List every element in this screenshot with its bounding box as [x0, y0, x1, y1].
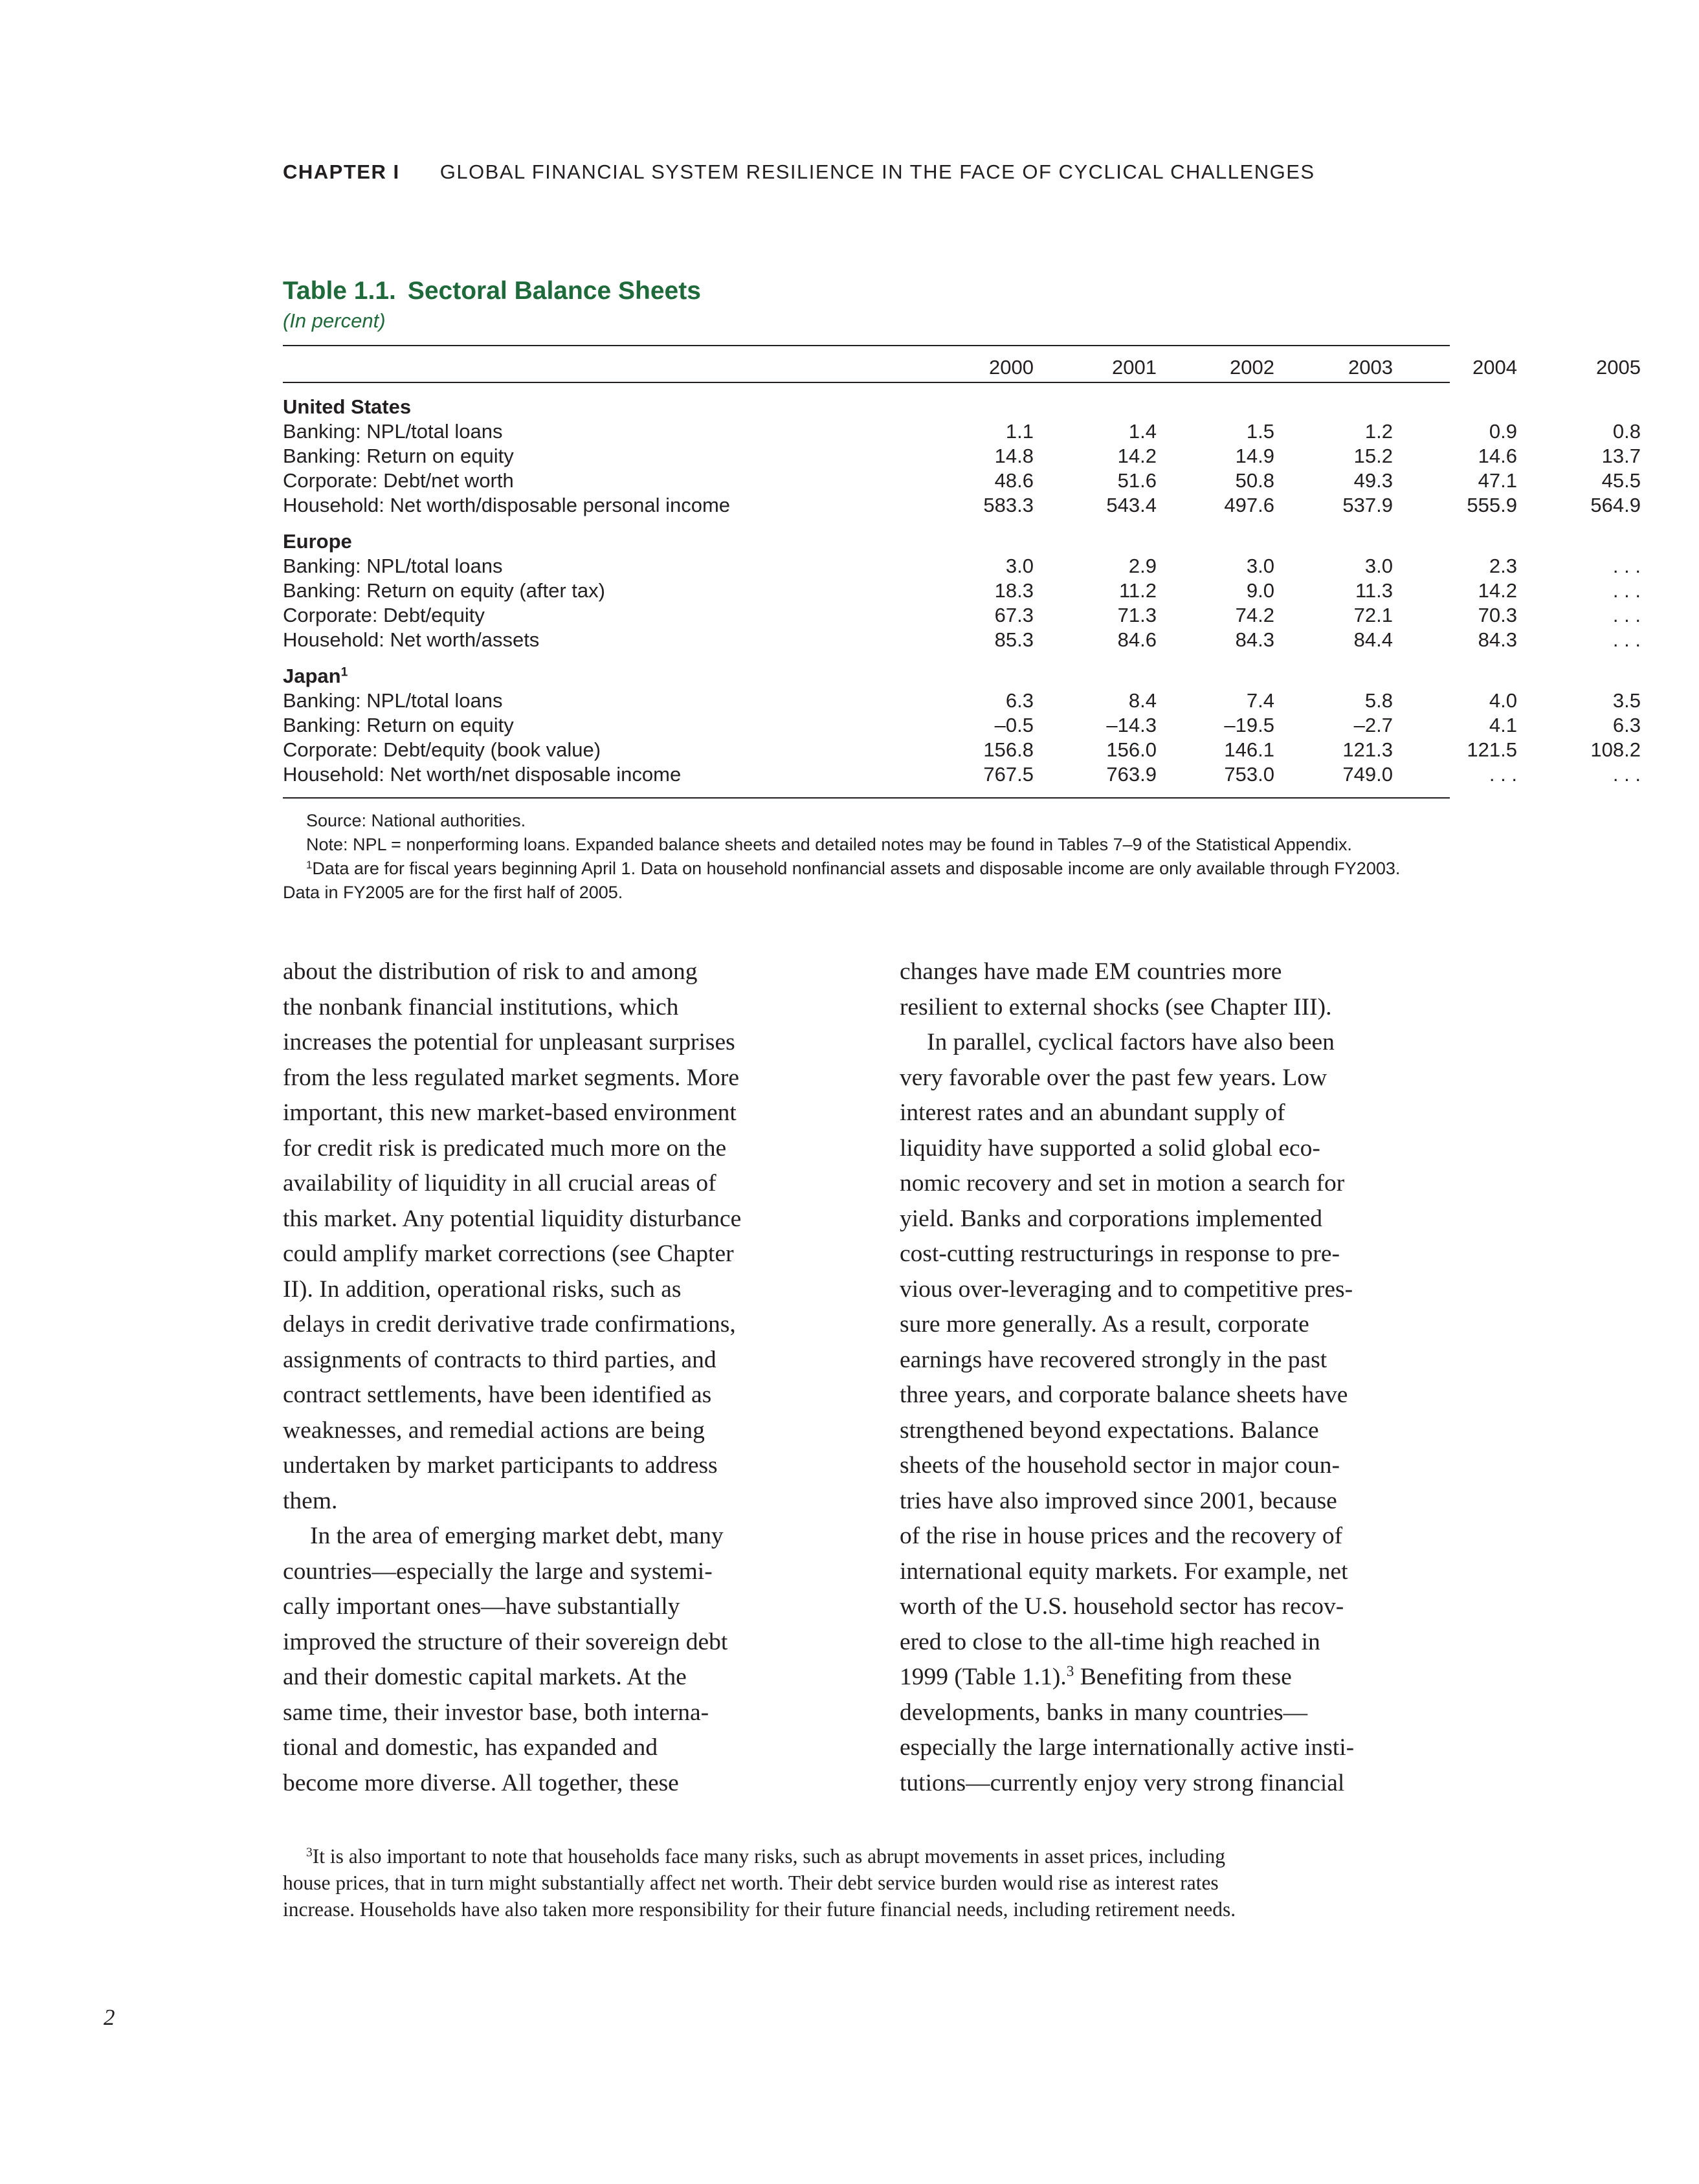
table-cell: 156.8: [983, 738, 1034, 761]
text-line: developments, banks in many countries—: [900, 1699, 1308, 1726]
text-line: delays in credit derivative trade confirmations,: [283, 1311, 736, 1338]
table-cell: –0.5: [994, 714, 1034, 736]
table-cell: 767.5: [983, 763, 1034, 786]
section-name: Europe: [283, 530, 352, 553]
table-subtitle: (In percent): [283, 309, 386, 332]
text-line: changes have made EM countries more: [900, 958, 1282, 985]
table-cell: 146.1: [1224, 738, 1274, 761]
footnote-mark: 3: [306, 1846, 313, 1860]
text-line: interest rates and an abundant supply of: [900, 1099, 1285, 1126]
table-cell: 156.0: [1106, 738, 1157, 761]
table-cell: 14.9: [1235, 445, 1274, 467]
text-line: assignments of contracts to third parties, and: [283, 1346, 716, 1373]
text-line: could amplify market corrections (see Chapter: [283, 1241, 734, 1267]
row-label: Banking: NPL/total loans: [283, 555, 503, 577]
text-line: resilient to external shocks (see Chapter III).: [900, 993, 1332, 1020]
text-line: vious over-leveraging and to competitive pres-: [900, 1275, 1353, 1303]
running-header: [283, 160, 1315, 184]
table-cell: 85.3: [994, 628, 1034, 651]
table-cell: 48.6: [994, 469, 1034, 492]
chapter-label: CHAPTER I: [283, 160, 400, 183]
table-cell: 14.8: [994, 445, 1034, 467]
text-line: tries have also improved since 2001, because: [900, 1487, 1337, 1514]
text-line: international equity markets. For example, net: [900, 1558, 1348, 1585]
row-label: Banking: Return on equity: [283, 714, 514, 736]
text-line: cally important ones—have substantially: [283, 1593, 680, 1620]
footnote-line: increase. Households have also taken more responsibility for their future financial needs, including retirement needs.: [283, 1898, 1236, 1921]
table-row: [283, 603, 1641, 628]
table-cell: 6.3: [1612, 714, 1641, 736]
text-line: very favorable over the past few years. Low: [900, 1064, 1327, 1091]
text-line: II). In addition, operational risks, such as: [283, 1275, 682, 1303]
sectoral-balance-table: [283, 349, 1641, 787]
text-line: from the less regulated market segments. More: [283, 1064, 739, 1091]
table-cell: 15.2: [1353, 445, 1393, 467]
table-cell: 45.5: [1601, 469, 1641, 492]
row-label: Corporate: Debt/equity (book value): [283, 738, 601, 761]
text-line: worth of the U.S. household sector has recov-: [900, 1593, 1344, 1620]
text-line: the nonbank financial institutions, which: [283, 993, 679, 1020]
table-number: Table 1.1.: [283, 277, 396, 305]
table-cell: 47.1: [1478, 469, 1517, 492]
table-cell: 50.8: [1235, 469, 1274, 492]
body-column-right: [900, 954, 1354, 1801]
table-cell: 4.1: [1489, 714, 1517, 736]
row-label: Banking: Return on equity: [283, 445, 514, 467]
text-line: sure more generally. As a result, corporate: [900, 1311, 1309, 1338]
table-cell: –14.3: [1106, 714, 1157, 736]
table-row: [283, 419, 1641, 444]
table-cell: . . .: [1612, 628, 1641, 651]
text-line: yield. Banks and corporations implemented: [900, 1205, 1322, 1232]
text-line: In the area of emerging market debt, many: [310, 1523, 724, 1549]
table-notes: [283, 809, 1461, 905]
table-cell: 753.0: [1224, 763, 1274, 786]
row-label: Household: Net worth/disposable personal income: [283, 494, 731, 516]
table-cell: 11.3: [1355, 579, 1393, 602]
table-cell: . . .: [1612, 763, 1641, 786]
table-cell: 4.0: [1489, 689, 1517, 712]
table-title-text: Sectoral Balance Sheets: [407, 277, 701, 305]
table-cell: 2.3: [1489, 555, 1517, 577]
table-cell: 72.1: [1353, 604, 1393, 626]
table-footnote: $^1$Data are for fiscal years beginning April 1. Data on household nonfinancial assets and disposable income are only available through FY2003.: [306, 858, 1401, 878]
text-line: same time, their investor base, both interna-: [283, 1699, 709, 1726]
table-cell: 564.9: [1590, 494, 1641, 516]
table-cell: 3.5: [1612, 689, 1641, 712]
text-line: increases the potential for unpleasant surprises: [283, 1029, 735, 1055]
table-row: [283, 628, 1641, 652]
paragraph: [900, 1025, 1354, 1801]
text-line: liquidity have supported a solid global eco-: [900, 1134, 1320, 1162]
table-cell: 70.3: [1478, 604, 1517, 626]
text-line: In parallel, cyclical factors have also been: [927, 1029, 1335, 1055]
text-line: and their domestic capital markets. At the: [283, 1664, 687, 1690]
table-cell: 84.4: [1353, 628, 1393, 651]
table-row: [283, 579, 1641, 603]
table-cell: 583.3: [983, 494, 1034, 516]
table-cell: 74.2: [1235, 604, 1274, 626]
table-cell: 497.6: [1224, 494, 1274, 516]
row-label: Corporate: Debt/equity: [283, 604, 485, 626]
table-cell: 18.3: [994, 579, 1034, 602]
table-cell: 2.9: [1128, 555, 1157, 577]
table-cell: 0.8: [1612, 420, 1641, 443]
table-cell: 3.0: [1246, 555, 1274, 577]
table-bottom-rule: [283, 797, 1450, 799]
table-row: [283, 469, 1641, 493]
row-label: Household: Net worth/net disposable income: [283, 763, 682, 786]
text-line: undertaken by market participants to address: [283, 1452, 718, 1479]
paragraph: [283, 954, 741, 1519]
section-header: [283, 395, 1450, 419]
table-cell: 108.2: [1590, 738, 1641, 761]
table-cell: 14.6: [1478, 445, 1517, 467]
text-line: nomic recovery and set in motion a search for: [900, 1170, 1345, 1197]
row-label: Banking: Return on equity (after tax): [283, 579, 605, 602]
body-column-left: [283, 954, 741, 1801]
text-line: strengthened beyond expectations. Balance: [900, 1417, 1319, 1444]
text-line: them.: [283, 1487, 338, 1514]
footnote-mark: 1: [340, 665, 348, 679]
paragraph: [283, 1519, 741, 1801]
table-cell: 1.5: [1246, 420, 1274, 443]
text-line: three years, and corporate balance sheets have: [900, 1382, 1348, 1408]
text-line: ered to close to the all-time high reached in: [900, 1628, 1320, 1655]
table-cell: 0.9: [1489, 420, 1517, 443]
table-cell: 49.3: [1353, 469, 1393, 492]
table-row: [283, 554, 1641, 579]
table-row: [283, 444, 1641, 469]
table-cell: . . .: [1612, 579, 1641, 602]
text-line: cost-cutting restructurings in response to pre-: [900, 1241, 1340, 1267]
table-cell: 3.0: [1364, 555, 1393, 577]
table-cell: 543.4: [1106, 494, 1157, 516]
text-line: earnings have recovered strongly in the past: [900, 1346, 1327, 1373]
column-header: 2002: [1230, 356, 1274, 379]
table-cell: . . .: [1489, 763, 1517, 786]
section-name: United States: [283, 395, 412, 418]
text-line: important, this new market-based environment: [283, 1099, 737, 1126]
chapter-title: GLOBAL FINANCIAL SYSTEM RESILIENCE IN THE FACE OF CYCLICAL CHALLENGES: [439, 160, 1315, 183]
table-cell: 11.2: [1118, 579, 1157, 602]
table-cell: 14.2: [1478, 579, 1517, 602]
footnote-mark: 3: [1066, 1663, 1074, 1681]
text-line: become more diverse. All together, these: [283, 1769, 679, 1796]
text-line: for credit risk is predicated much more on the: [283, 1134, 727, 1162]
table-cell: 121.3: [1342, 738, 1393, 761]
table-cell: 555.9: [1467, 494, 1517, 516]
table-cell: 51.6: [1117, 469, 1157, 492]
table-title: [283, 277, 701, 305]
table-note: Note: NPL = nonperforming loans. Expanded balance sheets and detailed notes may be found in Tables 7–9 of the Statistical Appendix.: [306, 835, 1352, 854]
table-cell: 1.2: [1364, 420, 1393, 443]
table-cell: 5.8: [1364, 689, 1393, 712]
table-row: [283, 762, 1641, 787]
table-top-rule: [283, 345, 1450, 346]
table-cell: 6.3: [1005, 689, 1034, 712]
table-cell: 7.4: [1246, 689, 1274, 712]
row-label: Corporate: Debt/net worth: [283, 469, 514, 492]
column-header: 2004: [1472, 356, 1517, 379]
text-line: 1999 (Table 1.1).$^3$ Benefiting from these: [900, 1663, 1292, 1690]
table-cell: 749.0: [1342, 763, 1393, 786]
text-line: about the distribution of risk to and among: [283, 958, 698, 985]
text-line: sheets of the household sector in major coun-: [900, 1452, 1340, 1479]
table-cell: 84.6: [1117, 628, 1157, 651]
footnote-line: house prices, that in turn might substantially affect net worth. Their debt service burden would rise as interest rates: [283, 1871, 1219, 1894]
table-cell: 1.1: [1005, 420, 1034, 443]
section-header: [283, 529, 1450, 554]
table-footnote-continued: Data in FY2005 are for the first half of 2005.: [283, 883, 623, 902]
text-line: improved the structure of their sovereign debt: [283, 1628, 728, 1655]
table-header-row: [283, 349, 1641, 386]
table-body: [283, 395, 1641, 787]
column-header: 2005: [1596, 356, 1641, 379]
table-cell: 71.3: [1117, 604, 1157, 626]
table-cell: 3.0: [1005, 555, 1034, 577]
table-cell: 763.9: [1106, 763, 1157, 786]
footnote-mark: 1: [306, 858, 313, 871]
paragraph: [900, 954, 1354, 1025]
table-cell: 1.4: [1128, 420, 1157, 443]
text-line: contract settlements, have been identified as: [283, 1382, 712, 1408]
table-cell: 84.3: [1478, 628, 1517, 651]
table-cell: . . .: [1612, 604, 1641, 626]
text-line: this market. Any potential liquidity disturbance: [283, 1205, 742, 1232]
table-cell: 84.3: [1235, 628, 1274, 651]
table-cell: 537.9: [1342, 494, 1393, 516]
table-source: Source: National authorities.: [306, 811, 526, 830]
table-cell: . . .: [1612, 555, 1641, 577]
section-name: Japan$^1$: [283, 665, 348, 687]
table-row: [283, 689, 1641, 713]
row-label: Banking: NPL/total loans: [283, 420, 503, 443]
text-line: of the rise in house prices and the recovery of: [900, 1523, 1343, 1549]
column-header: 2003: [1348, 356, 1393, 379]
text-line: tutions—currently enjoy very strong financial: [900, 1769, 1345, 1796]
page-number: 2: [104, 2005, 115, 2030]
table-cell: 13.7: [1601, 445, 1641, 467]
footnote-line: $^3$It is also important to note that households face many risks, such as abrupt movements in asset prices, including: [306, 1845, 1225, 1868]
text-line: availability of liquidity in all crucial areas of: [283, 1170, 716, 1197]
table-cell: –2.7: [1353, 714, 1393, 736]
text-line: countries—especially the large and systemi-: [283, 1558, 713, 1585]
table-cell: 14.2: [1117, 445, 1157, 467]
table-cell: 9.0: [1246, 579, 1274, 602]
table-cell: 67.3: [994, 604, 1034, 626]
row-label: Banking: NPL/total loans: [283, 689, 503, 712]
page-footnote: [283, 1843, 1236, 1923]
table-row: [283, 493, 1641, 518]
table-cell: 8.4: [1128, 689, 1157, 712]
text-line: weaknesses, and remedial actions are being: [283, 1417, 705, 1444]
table-row: [283, 713, 1641, 738]
table-cell: 121.5: [1467, 738, 1517, 761]
table-row: [283, 738, 1641, 762]
row-label: Household: Net worth/assets: [283, 628, 540, 651]
column-header: 2001: [1112, 356, 1157, 379]
section-header: [283, 664, 1450, 689]
table-cell: –19.5: [1224, 714, 1274, 736]
column-header: 2000: [989, 356, 1034, 379]
text-line: especially the large internationally active insti-: [900, 1734, 1355, 1761]
text-line: tional and domestic, has expanded and: [283, 1734, 658, 1761]
